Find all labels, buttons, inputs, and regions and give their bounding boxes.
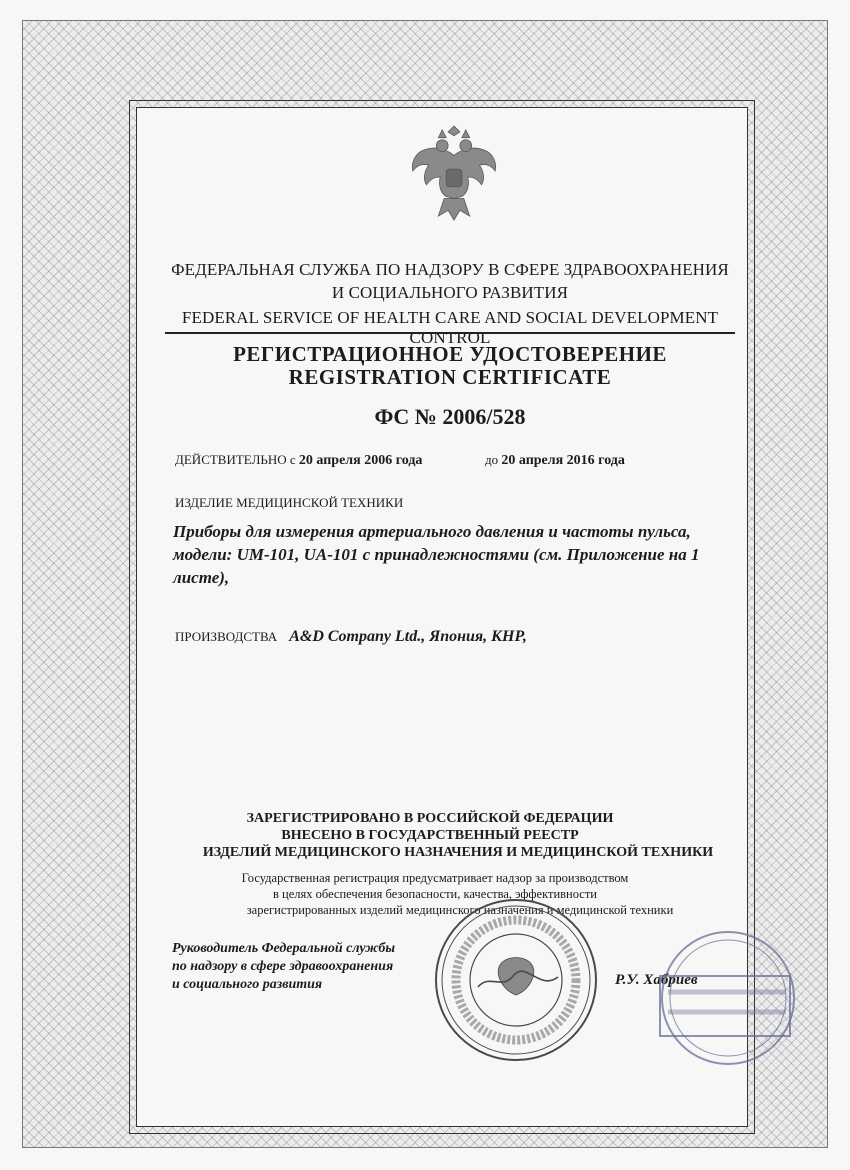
official-seal [418, 895, 614, 1065]
signatory-title-line: по надзору в сфере здравоохранения [172, 959, 394, 974]
product-line: Приборы для измерения артериального давления и частоты пульса, [173, 522, 691, 541]
validity-to: 20 апреля 2016 года [501, 453, 625, 468]
signatory-name: Р.У. Хабриев [615, 972, 698, 988]
validity-to-label: до [485, 452, 499, 467]
certificate-title-ru: РЕГИСТРАЦИОННОЕ УДОСТОВЕРЕНИЕ [233, 342, 667, 366]
validity-label: ДЕЙСТВИТЕЛЬНО с [175, 452, 296, 467]
product-label: ИЗДЕЛИЕ МЕДИЦИНСКОЙ ТЕХНИКИ [175, 495, 404, 510]
signatory-title-line: Руководитель Федеральной службы [172, 941, 396, 956]
validity-from: 20 апреля 2006 года [298, 453, 423, 468]
registration-note: зарегистрированных изделий медицинского назначения и медицинской техники [246, 903, 674, 917]
signatory-title-line: и социального развития [172, 977, 323, 992]
registration-note: в целях обеспечения безопасности, качества, эффективности [273, 887, 597, 901]
certificate-number: ФС № 2006/528 [374, 404, 526, 429]
manufacturer-value: A&D Company Ltd., Япония, КНР, [289, 628, 527, 645]
divider [165, 332, 735, 334]
product-line: листе), [173, 568, 230, 587]
manufacturer-label: ПРОИЗВОДСТВА [175, 629, 278, 644]
agency-name-ru-line2: И СОЦИАЛЬНОГО РАЗВИТИЯ [331, 283, 569, 302]
registration-line: ВНЕСЕНО В ГОСУДАРСТВЕННЫЙ РЕЕСТР [281, 828, 579, 843]
registration-note: Государственная регистрация предусматривает надзор за производством [241, 871, 629, 885]
validity-period [175, 452, 625, 469]
product-line: модели: UM-101, UA-101 с принадлежностями (см. Приложение на 1 [173, 545, 700, 564]
certificate-title-en: REGISTRATION CERTIFICATE [288, 365, 612, 389]
validity-to-group [485, 452, 625, 469]
signatory-title [172, 940, 395, 994]
registration-line: ЗАРЕГИСТРИРОВАНО В РОССИЙСКОЙ ФЕДЕРАЦИИ [246, 811, 614, 826]
double-headed-eagle-emblem [405, 125, 503, 225]
product-description [173, 520, 733, 589]
company-stamp [648, 920, 798, 1070]
agency-name-ru-line1: ФЕДЕРАЛЬНАЯ СЛУЖБА ПО НАДЗОРУ В СФЕРЕ ЗДРАВООХРАНЕНИЯ [171, 260, 729, 279]
manufacturer [175, 628, 527, 646]
registration-line: ИЗДЕЛИЙ МЕДИЦИНСКОГО НАЗНАЧЕНИЯ И МЕДИЦИНСКОЙ ТЕХНИКИ [202, 845, 714, 860]
agency-name-en: FEDERAL SERVICE OF HEALTH CARE AND SOCIAL DEVELOPMENT CONTROL [181, 308, 719, 347]
